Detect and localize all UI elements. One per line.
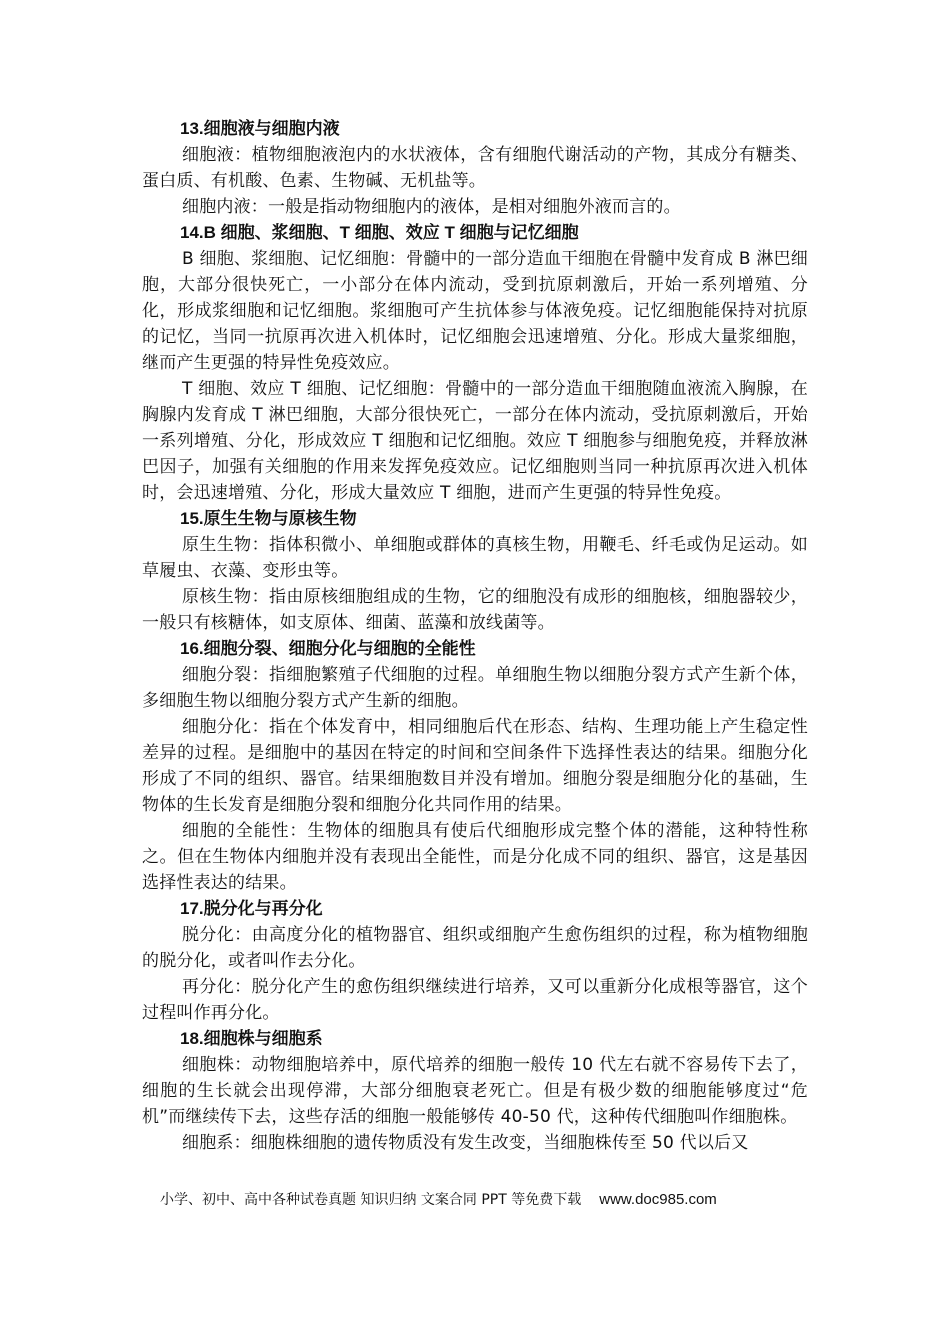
paragraph: 细胞内液：一般是指动物细胞内的液体，是相对细胞外液而言的。	[182, 197, 681, 217]
paragraph: 细胞分化：指在个体发育中，相同细胞后代在形态、结构、生理功能上产生稳定性差异的过程。是细胞中的基因在特定的时间和空间条件下选择性表达的结果。细胞分化形成了不同的组织、器官。结果细胞数目并没有增加。细胞分裂是细胞分化的基础，生物体的生长发育是细胞分裂和细胞分化共同作用的结果。	[142, 717, 808, 815]
section-heading: 16.细胞分裂、细胞分化与细胞的全能性	[180, 639, 476, 658]
section-17	[142, 896, 808, 1026]
section-13	[142, 116, 808, 220]
section-heading: 14.B 细胞、浆细胞、T 细胞、效应 T 细胞与记忆细胞	[180, 223, 579, 242]
page-footer	[160, 1189, 800, 1211]
section-heading: 18.细胞株与细胞系	[180, 1029, 323, 1048]
section-heading: 17.脱分化与再分化	[180, 899, 323, 918]
footer-text: 小学、初中、高中各种试卷真题 知识归纳 文案合同 PPT 等免费下载	[160, 1192, 582, 1208]
section-14	[142, 220, 808, 506]
paragraph: 脱分化：由高度分化的植物器官、组织或细胞产生愈伤组织的过程，称为植物细胞的脱分化，或者叫作去分化。	[142, 925, 808, 971]
paragraph: T 细胞、效应 T 细胞、记忆细胞：骨髓中的一部分造血干细胞随血液流入胸腺，在胸腺内发育成 T 淋巴细胞，大部分很快死亡，一部分在体内流动，受抗原刺激后，开始一系列增殖、分化，形成效应 T 细胞和记忆细胞。效应 T 细胞参与细胞免疫，并释放淋巴因子，加强有关细胞的作用来发挥免疫效应。记忆细胞则当同一种抗原再次进入机体时，会迅速增殖、分化，形成大量效应 T 细胞，进而产生更强的特异性免疫。	[142, 379, 808, 503]
document-body	[142, 116, 808, 1156]
paragraph: 细胞分裂：指细胞繁殖子代细胞的过程。单细胞生物以细胞分裂方式产生新个体，多细胞生物以细胞分裂方式产生新的细胞。	[142, 665, 808, 711]
paragraph: B 细胞、浆细胞、记忆细胞：骨髓中的一部分造血干细胞在骨髓中发育成 B 淋巴细胞，大部分很快死亡，一小部分在体内流动，受到抗原刺激后，开始一系列增殖、分化，形成浆细胞和记忆细胞。浆细胞可产生抗体参与体液免疫。记忆细胞能保持对抗原的记忆，当同一抗原再次进入机体时，记忆细胞会迅速增殖、分化。形成大量浆细胞，继而产生更强的特异性免疫效应。	[142, 249, 808, 373]
paragraph: 细胞系：细胞株细胞的遗传物质没有发生改变，当细胞株传至 50 代以后又	[182, 1133, 749, 1153]
section-heading: 15.原生生物与原核生物	[180, 509, 357, 528]
footer-url-link[interactable]: www.doc985.com	[599, 1191, 717, 1208]
paragraph: 原核生物：指由原核细胞组成的生物，它的细胞没有成形的细胞核，细胞器较少，一般只有核糖体，如支原体、细菌、蓝藻和放线菌等。	[142, 587, 808, 633]
paragraph: 细胞液：植物细胞液泡内的水状液体，含有细胞代谢活动的产物，其成分有糖类、蛋白质、有机酸、色素、生物碱、无机盐等。	[142, 145, 808, 191]
section-16	[142, 636, 808, 896]
paragraph: 原生生物：指体积微小、单细胞或群体的真核生物，用鞭毛、纤毛或伪足运动。如草履虫、衣藻、变形虫等。	[142, 535, 808, 581]
paragraph: 再分化：脱分化产生的愈伤组织继续进行培养，又可以重新分化成根等器官，这个过程叫作再分化。	[142, 977, 808, 1023]
section-15	[142, 506, 808, 636]
section-18	[142, 1026, 808, 1156]
section-heading: 13.细胞液与细胞内液	[180, 119, 340, 138]
paragraph: 细胞的全能性：生物体的细胞具有使后代细胞形成完整个体的潜能，这种特性称之。但在生物体内细胞并没有表现出全能性，而是分化成不同的组织、器官，这是基因选择性表达的结果。	[142, 821, 808, 893]
paragraph: 细胞株：动物细胞培养中，原代培养的细胞一般传 10 代左右就不容易传下去了，细胞的生长就会出现停滞，大部分细胞衰老死亡。但是有极少数的细胞能够度过“危机”而继续传下去，这些存活的细胞一般能够传 40-50 代，这种传代细胞叫作细胞株。	[142, 1055, 808, 1127]
